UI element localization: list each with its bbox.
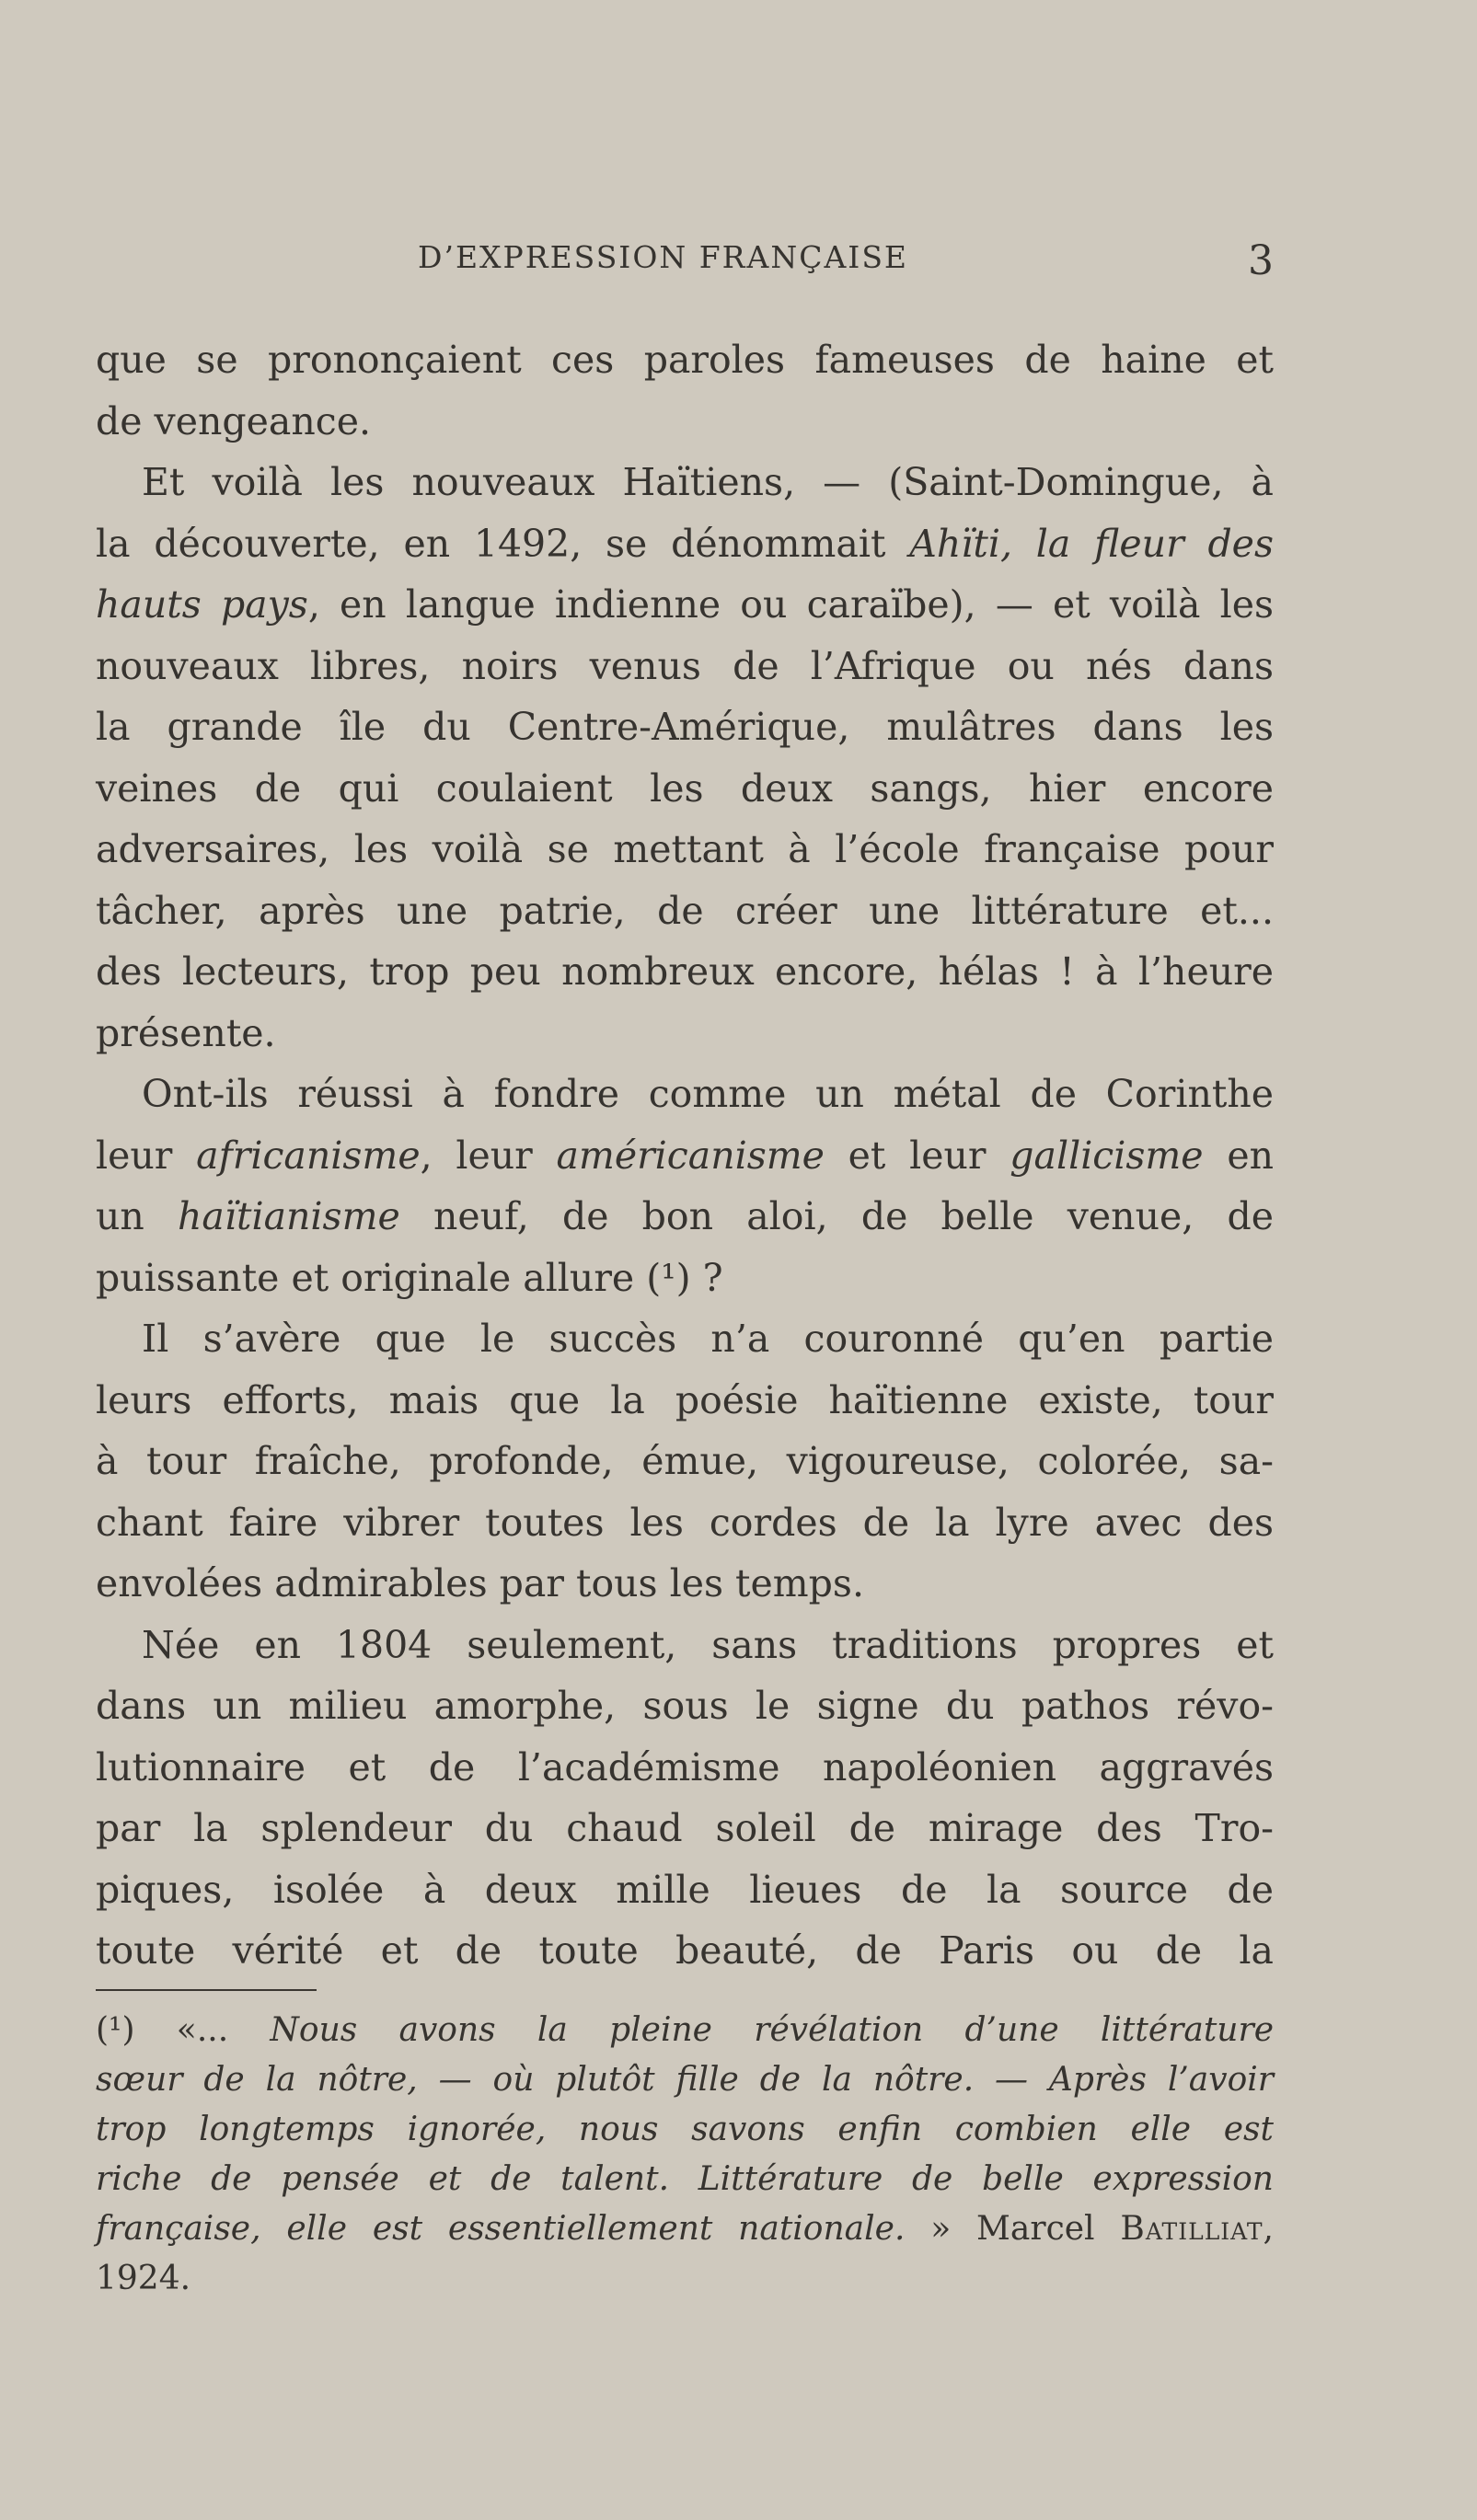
text-line: de vengeance. (96, 398, 371, 443)
italic-run: hauts pays (96, 582, 308, 627)
text-line: des lecteurs, trop peu nombreux encore, hélas ! à l’heure (96, 949, 1274, 994)
text-line: Et voilà les nouveaux Haïtiens, — (Saint-Domingue, à (142, 460, 1274, 504)
page-number: 3 (1248, 237, 1274, 284)
italic-run: haïtianisme (178, 1194, 400, 1238)
paragraph-4 (96, 1308, 1274, 1615)
text-run: la découverte, en 1492, se dénommait (96, 521, 910, 566)
text-run: neuf, de bon aloi, de belle venue, de (399, 1194, 1274, 1238)
italic-run: Ahïti, la fleur des (909, 521, 1274, 566)
text-line: à tour fraîche, profonde, émue, vigoureuse, colorée, sa- (96, 1439, 1274, 1483)
italic-run: Nous avons la pleine révélation d’une littérature (270, 2011, 1274, 2049)
footnote-marker: (¹) (96, 2011, 135, 2049)
running-head: D’EXPRESSION FRANÇAISE (418, 239, 909, 275)
text-line: tâcher, après une patrie, de créer une littérature et... (96, 888, 1274, 933)
italic-run: française, elle est essentiellement nationale. (96, 2210, 906, 2248)
text-run: «... (134, 2011, 271, 2049)
text-line: la grande île du Centre-Amérique, mulâtres dans les (96, 705, 1274, 749)
text-line: envolées admirables par tous les temps. (96, 1561, 864, 1605)
paragraph-3 (96, 1064, 1274, 1308)
text-run: , leur (420, 1133, 557, 1178)
text-line: toute vérité et de toute beauté, de Paris ou de la (96, 1928, 1274, 1973)
text-line: dans un milieu amorphe, sous le signe du pathos révo- (96, 1684, 1274, 1728)
italic-run: africanisme (196, 1133, 421, 1178)
text-line: chant faire vibrer toutes les cordes de la lyre avec des (96, 1500, 1274, 1545)
footnote-line: riche de pensée et de talent. Littérature de belle expression (96, 2160, 1274, 2198)
paragraph-2 (96, 452, 1274, 1064)
text-line: adversaires, les voilà se mettant à l’école française pour (96, 827, 1274, 871)
footnote-line (96, 2204, 1274, 2254)
text-line (96, 574, 1274, 636)
text-line (96, 1125, 1274, 1187)
footnote-line (96, 2006, 1274, 2055)
italic-run: gallicisme (1010, 1133, 1204, 1178)
footnote-line: 1924. (96, 2260, 191, 2297)
text-line: présente. (96, 1010, 276, 1055)
italic-run: américanisme (556, 1133, 825, 1178)
text-run: , (1263, 2210, 1274, 2248)
text-line: par la splendeur du chaud soleil de mirage des Tro- (96, 1806, 1274, 1850)
text-line: piques, isolée à deux mille lieues de la source de (96, 1867, 1274, 1912)
footnote-line: sœur de la nôtre, — où plutôt fille de la nôtre. — Après l’avoir (96, 2061, 1274, 2099)
text-line: lutionnaire et de l’académisme napoléonien aggravés (96, 1744, 1274, 1789)
text-run: » Marcel (905, 2210, 1121, 2248)
paragraph-1 (96, 329, 1274, 452)
footnote (96, 2006, 1274, 2304)
text-line: Née en 1804 seulement, sans traditions propres et (142, 1622, 1274, 1667)
paragraph-5 (96, 1615, 1274, 1982)
text-run: et leur (824, 1133, 1010, 1178)
text-line: puissante et originale allure (¹) ? (96, 1255, 723, 1300)
footnote-line: trop longtemps ignorée, nous savons enfin combien elle est (96, 2111, 1274, 2148)
text-run: un (96, 1194, 179, 1238)
text-line (96, 513, 1274, 575)
text-run: leur (96, 1133, 197, 1178)
text-line: que se prononçaient ces paroles fameuses de haine et (96, 338, 1274, 382)
text-line: Il s’avère que le succès n’a couronné qu’en partie (142, 1317, 1274, 1361)
body-text (96, 329, 1274, 1982)
page-header (96, 230, 1274, 294)
text-run: en (1203, 1133, 1274, 1178)
text-line: veines de qui coulaient les deux sangs, hier encore (96, 765, 1274, 811)
text-line: Ont-ils réussi à fondre comme un métal de Corinthe (142, 1072, 1274, 1116)
text-run: , en langue indienne ou caraïbe), — et voilà les (307, 582, 1275, 627)
footnote-rule (96, 1989, 317, 1991)
text-line: leurs efforts, mais que la poésie haïtienne existe, tour (96, 1377, 1274, 1422)
author-name: Batilliat (1120, 2210, 1264, 2248)
text-line: nouveaux libres, noirs venus de l’Afrique ou nés dans (96, 643, 1274, 688)
text-line (96, 1186, 1274, 1248)
